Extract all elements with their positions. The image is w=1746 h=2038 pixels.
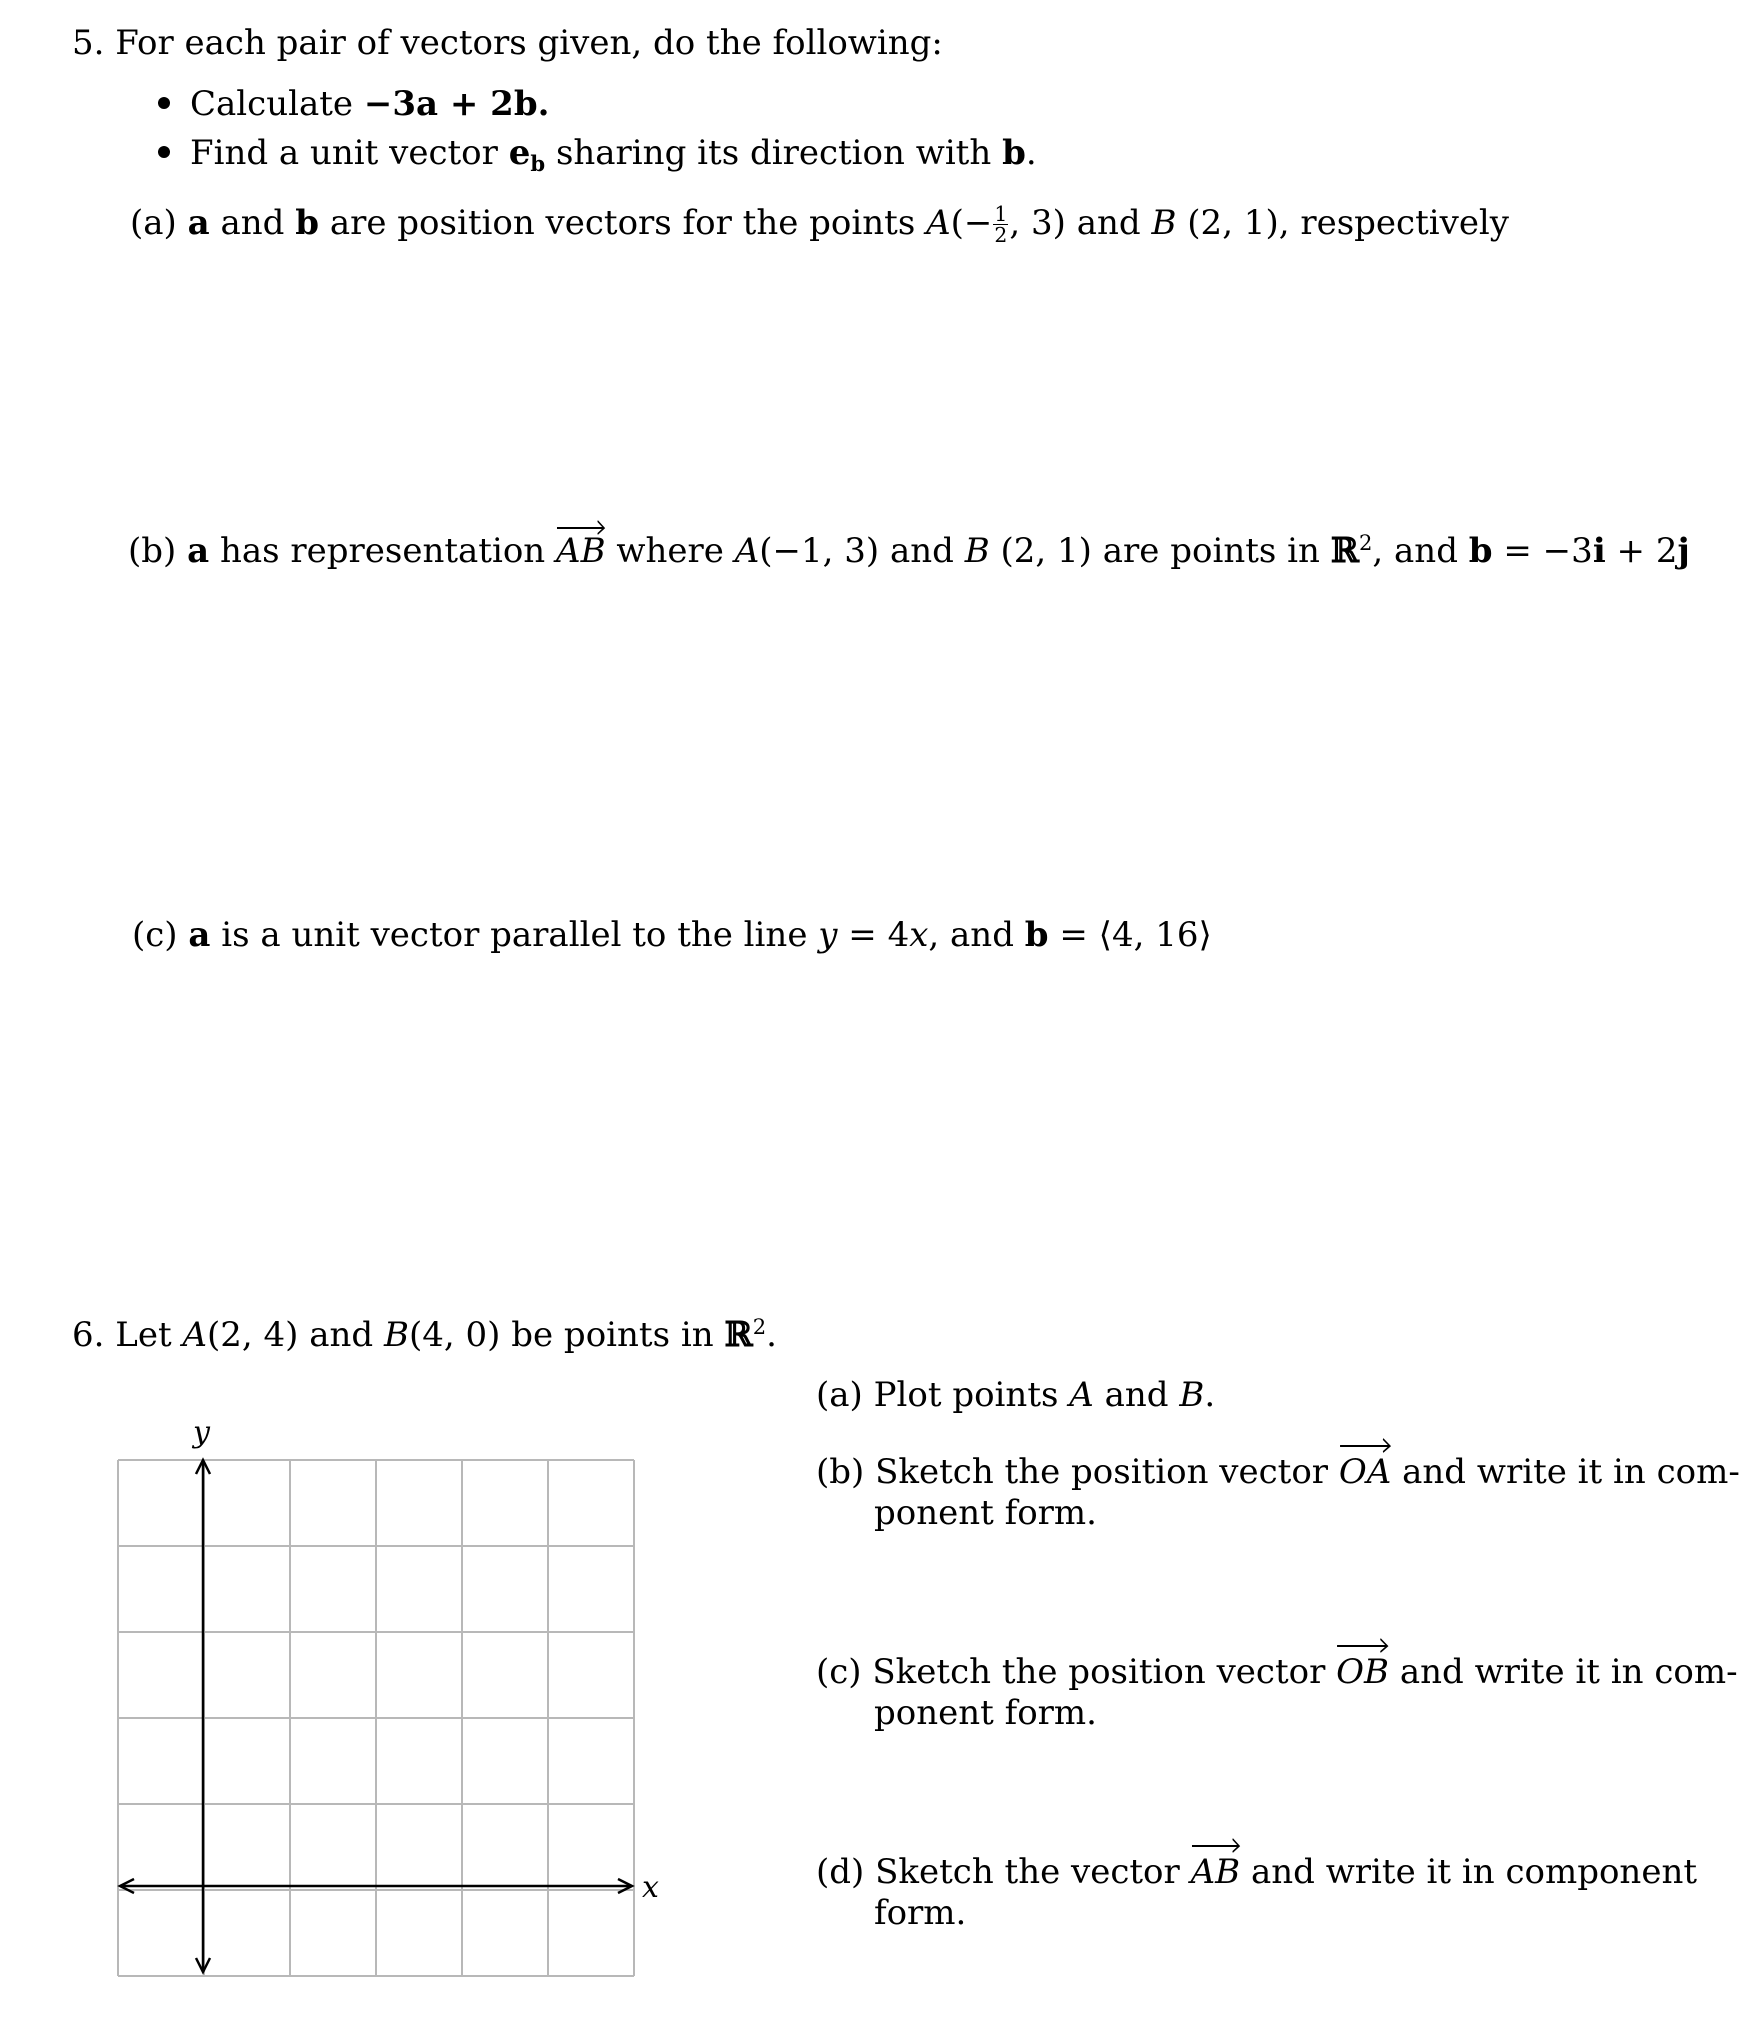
- vector-arrow-icon: [1191, 1834, 1241, 1852]
- part-b-label: (b): [128, 531, 177, 571]
- problem6-part-d: (d) Sketch the vector AB and write it in component form.: [816, 1852, 1697, 1935]
- vector-OB: OB: [1336, 1652, 1389, 1693]
- vector-AB: AB: [556, 534, 606, 568]
- part-a-label: (a): [816, 1375, 863, 1415]
- part-c-label: (c): [816, 1652, 862, 1692]
- part-a-label: (a): [130, 202, 177, 243]
- part-c-label: (c): [132, 915, 178, 955]
- problem5-number: 5.: [72, 23, 105, 63]
- vector-AB: AB: [1191, 1852, 1241, 1893]
- problem5-part-a: (a) a and b are position vectors for the points A(− $\frac{1}{2}$ , 3) and B (2, 1), respectively: [130, 202, 1510, 248]
- problem5-intro-text: For each pair of vectors given, do the following:: [115, 23, 943, 63]
- problem6-intro: 6. Let A(2, 4) and B(4, 0) be points in ℝ$^2$.: [72, 1314, 777, 1355]
- problem5-part-b: (b) a has representation AB where A(−1, 3) and B (2, 1) are points in ℝ$^2$, and b = −3i + 2j: [128, 534, 1690, 568]
- grid-lines: [118, 1460, 634, 1976]
- bullet-2: Find a unit vector $e_b$ sharing its direction with b.: [190, 133, 1037, 177]
- problem6-number: 6.: [72, 1315, 105, 1355]
- vector-arrow-icon: [1339, 1434, 1391, 1452]
- vector-OA: OA: [1339, 1452, 1391, 1493]
- vector-arrow-icon: [1336, 1634, 1389, 1652]
- x-axis-label: x: [642, 1870, 659, 1905]
- bullet-1: Calculate −3a + 2b.: [190, 84, 550, 124]
- y-axis-label: y: [193, 1415, 210, 1450]
- problem6-part-a: (a) Plot points A and B.: [816, 1375, 1216, 1415]
- part-b-label: (b): [816, 1452, 865, 1492]
- fraction-one-half: $\frac{1}{2}$: [994, 202, 1008, 248]
- problem6-part-b: (b) Sketch the position vector OA and write it in com- ponent form.: [816, 1452, 1740, 1535]
- problem5-part-c: (c) a is a unit vector parallel to the line y = 4x, and b = ⟨4, 16⟩: [132, 915, 1212, 955]
- problem6-part-c: (c) Sketch the position vector OB and write it in com- ponent form.: [816, 1652, 1738, 1735]
- part-d-label: (d): [816, 1852, 865, 1892]
